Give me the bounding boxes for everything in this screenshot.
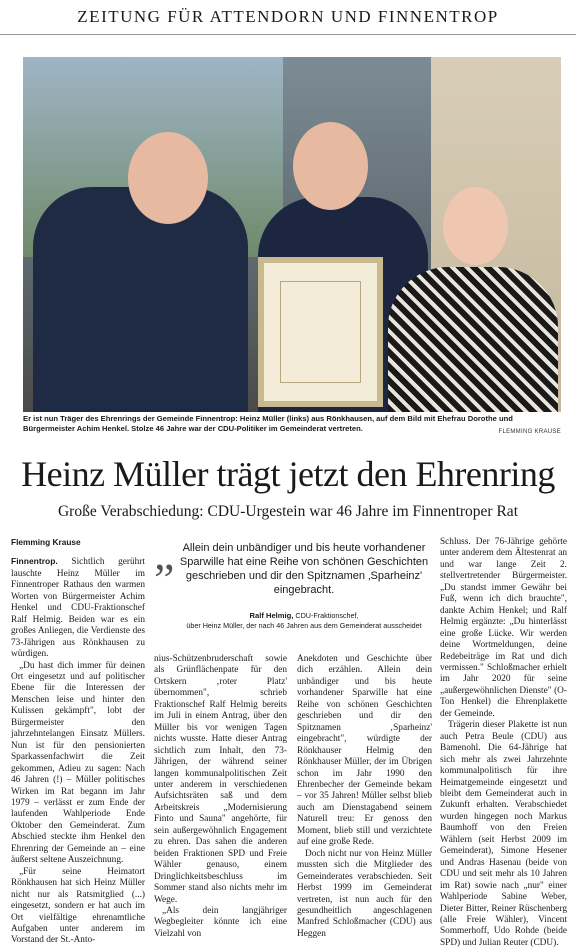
quote-context: über Heinz Müller, der nach 46 Jahren aus dem Gemeinderat ausscheidet	[186, 620, 422, 630]
head-dorothe	[443, 187, 508, 265]
article-photo	[23, 57, 561, 412]
quote-text: Allein dein unbändiger und bis heute vorhandener Sparwille hat eine Reihe von schönen Geschichten geschrieben und dir den Spitznamen ‚Sparheinz' eingebracht.	[179, 542, 429, 596]
headline: Heinz Müller trägt jetzt den Ehrenring	[21, 454, 555, 494]
photo-caption: Er ist nun Träger des Ehrenrings der Gemeinde Finnentrop: Heinz Müller (links) aus Rönkhausen, auf dem Bild mit Ehefrau Dorothe und Bürgermeister Achim Henkel. Stolze 46 Jahre war der CDU-Politiker im Gemeinderat vertreten.	[23, 414, 513, 433]
article-column-4	[440, 537, 567, 949]
paragraph: Doch nicht nur von Heinz Müller mussten sich die Mitglieder des Gemeinderates verabschieden. Seit Herbst 1999 im Gemeinderat vertreten, ist nun auch für den gesundheitlich angeschlagenen Manfred Schloßmacher (CDU) aus Heggen	[297, 848, 432, 939]
quote-speaker: Ralf Helmig,	[249, 611, 294, 620]
pull-quote	[154, 528, 432, 647]
dateline: Finnentrop.	[11, 556, 58, 567]
paragraph: Trägerin dieser Plakette ist nun auch Petra Beule (CDU) aus Bamenohl. Die 64-Jährige hat sich mehr als zwei Jahrzehnte kommunalpolitisch für ihre Heimatgemeinde eingesetzt und bleibt dem Gemeinderat auch in Zukunft erhalten. Verabschiedet wurden hingegen noch Markus Baumhoff von den Freien Wählern (seit Herbst 2009 im Gemeinderat), Simone Hesener und Andras Hasenau (beide von CDU und seit mehr als 10 Jahren im Rat) sowie nach „nur" einer Wahlperiode Sabine Weber, Dieter Bitter, Reiner Rüschenberg (alle Freie Wähler), Vincent Sommerhoff, Udo Rohde (beide SPD) und Julian Reuter (CDU).	[440, 720, 567, 948]
paragraph-text: Sichtlich gerührt lauschte Heinz Müller im Finnentroper Rathaus den warmen Worten von Bürgermeister Achim Henkel und CDU-Fraktionschef Ralf Helmig. Beiden war es ein großes Anliegen, die Verdienste des 73-Jährigen aus Rönkhausen zu würdigen.	[11, 557, 145, 660]
head-achim-henkel	[293, 122, 368, 210]
paragraph: nius-Schützenbruderschaft sowie als Grünflächenpate für den Ortskern ‚roter Platz' übernommen", schrieb Fraktionschef Ralf Helmig bereits im Juli in einem Antrag, über den Müller bis vor wenigen Tagen nichts wusste. Hatte dieser Antrag sichtlich zum Inhalt, den 73-Jährigen, der während seiner langen kommunalpolitischen Zeit unter anderem in verschiedenen Aufsichtsräten saß und dem Arbeitskreis „Modernisierung Finto und Sauna" angehörte, für sein außergewöhnlich Engagement zu ehren. Das sahen die anderen beiden Fraktionen SPD und Freie Wähler genauso, einem Dringlichkeitsbeschluss im Sommer stand also nichts mehr im Wege.	[154, 654, 287, 905]
quote-attribution	[176, 611, 432, 630]
quote-mark-icon: „	[154, 528, 175, 579]
paragraph: „Als dein langjähriger Wegbegleiter könnte ich eine Vielzahl von	[154, 905, 287, 939]
paragraph: „Du hast dich immer für deinen Ort eingesetzt und auf politischer Ebene für die Interessen der Menschen leise und hinter den Kulissen gekämpft", lobt der Bürgermeister den jahrzehntelangen Einsatz Müllers. Nun ist für den pensionierten Sparkassenfachwirt die Zeit gekommen, Adieu zu sagen: Nach 46 Jahren (!) – Müller politisches Wirken im Rat begann im Jahr 1979 – verlässt er zum Ende der laufenden Wahlperiode Ende Oktober den Gemeinderat. Zum Abschied steckte ihm Henkel den Ehrenring der Gemeinde an – eine äußerst seltene Auszeichnung.	[11, 660, 145, 866]
subheadline: Große Verabschiedung: CDU-Urgestein war 46 Jahre im Finnentroper Rat	[57, 503, 518, 520]
article-column-1	[11, 537, 145, 947]
person-dorothe	[388, 267, 558, 412]
photo-credit: FLEMMING KRAUSE	[498, 429, 561, 435]
article-column-3	[297, 654, 432, 940]
quote-speaker-role: CDU-Fraktionschef,	[295, 611, 359, 620]
paragraph: „Für seine Heimatort Rönkhausen hat sich Heinz Müller nicht nur als Ratsmitglied (...) eingesetzt, sondern er hat auch im Ort vielfältige ehrenamtliche Aufgaben unter anderem im Vorstand der St.-Anto-	[11, 866, 145, 946]
article-column-2	[154, 654, 287, 940]
paragraph: Anekdoten und Geschichte über dich erzählen. Allein dein unbändiger und bis heute vorhandener Sparwille hat eine Reihe von schönen Geschichten geschrieben und dir den Spitznamen ‚Sparheinz' eingebracht", würdigte der Rönkhauser Helmig den Rönkhauser Müller, der im Übrigen schon im Jahr 1990 den Ehrenbecher der Gemeinde bekam – vor 35 Jahren! Müller selbst blieb auch am Dienstagabend seinem Naturell treu: Er genoss den Moment, blieb still und verzichtete auf eine große Rede.	[297, 654, 432, 848]
masthead: ZEITUNG FÜR ATTENDORN UND FINNENTROP	[0, 0, 576, 35]
certificate-frame	[258, 257, 383, 407]
paragraph	[11, 556, 145, 660]
author-byline: Flemming Krause	[11, 537, 81, 547]
paragraph: Schluss. Der 76-Jährige gehörte unter anderem dem Ältestenrat an und war lange Zeit 2. stellvertretender Bürgermeister. „Du standst immer Gewähr bei Fuß, wenn ich dich brauchte", dankte Achim Henkel; und Ralf Helmig ergänzte: „Du hinterlässt eine große Lücke. Wir werden deine Wortmeldungen, deine Redebeiträge im Rat und dich vermissen." Schloßmacher erhielt im Jahr 2020 für seine „außergewöhnlichen Dienste" (O-Ton Henkel) die Ehrenplakette der Gemeinde.	[440, 537, 567, 719]
head-heinz-mueller	[128, 132, 208, 224]
person-heinz-mueller	[33, 187, 248, 412]
